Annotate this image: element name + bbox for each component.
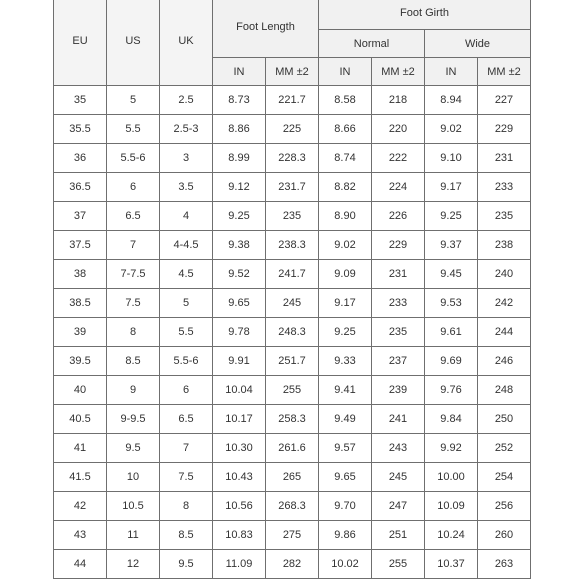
- cell-us: 8: [107, 318, 160, 347]
- cell-length-mm: 238.3: [266, 231, 319, 260]
- cell-wide-in: 10.09: [425, 492, 478, 521]
- cell-eu: 38.5: [54, 289, 107, 318]
- cell-eu: 41.5: [54, 463, 107, 492]
- size-chart: [53, 0, 531, 579]
- cell-length-mm: 225: [266, 115, 319, 144]
- cell-length-in: 8.73: [213, 86, 266, 115]
- cell-wide-in: 9.53: [425, 289, 478, 318]
- cell-normal-in: 9.49: [319, 405, 372, 434]
- cell-normal-in: 8.90: [319, 202, 372, 231]
- header-wide-in: IN: [425, 58, 478, 86]
- cell-us: 8.5: [107, 347, 160, 376]
- cell-us: 9-9.5: [107, 405, 160, 434]
- cell-uk: 6.5: [160, 405, 213, 434]
- cell-wide-mm: 244: [478, 318, 531, 347]
- cell-us: 5.5-6: [107, 144, 160, 173]
- cell-length-in: 9.52: [213, 260, 266, 289]
- table-row: [54, 521, 531, 550]
- table-body: [54, 86, 531, 579]
- cell-wide-in: 8.94: [425, 86, 478, 115]
- cell-length-in: 10.56: [213, 492, 266, 521]
- cell-wide-mm: 250: [478, 405, 531, 434]
- cell-normal-mm: 255: [372, 550, 425, 579]
- cell-length-in: 9.12: [213, 173, 266, 202]
- cell-us: 9.5: [107, 434, 160, 463]
- cell-normal-mm: 239: [372, 376, 425, 405]
- cell-wide-in: 9.76: [425, 376, 478, 405]
- cell-eu: 39.5: [54, 347, 107, 376]
- cell-uk: 2.5: [160, 86, 213, 115]
- cell-uk: 3: [160, 144, 213, 173]
- cell-eu: 38: [54, 260, 107, 289]
- cell-length-mm: 258.3: [266, 405, 319, 434]
- cell-us: 12: [107, 550, 160, 579]
- cell-us: 5: [107, 86, 160, 115]
- cell-eu: 44: [54, 550, 107, 579]
- table-row: [54, 115, 531, 144]
- table-row: [54, 260, 531, 289]
- cell-normal-in: 8.82: [319, 173, 372, 202]
- cell-wide-mm: 256: [478, 492, 531, 521]
- cell-uk: 3.5: [160, 173, 213, 202]
- cell-wide-mm: 227: [478, 86, 531, 115]
- cell-length-in: 10.17: [213, 405, 266, 434]
- cell-eu: 35: [54, 86, 107, 115]
- table-row: [54, 318, 531, 347]
- cell-wide-mm: 233: [478, 173, 531, 202]
- cell-us: 10.5: [107, 492, 160, 521]
- cell-uk: 4-4.5: [160, 231, 213, 260]
- cell-length-mm: 275: [266, 521, 319, 550]
- cell-normal-mm: 218: [372, 86, 425, 115]
- cell-uk: 6: [160, 376, 213, 405]
- cell-wide-mm: 242: [478, 289, 531, 318]
- cell-wide-in: 10.00: [425, 463, 478, 492]
- cell-eu: 40.5: [54, 405, 107, 434]
- cell-us: 7: [107, 231, 160, 260]
- header-length-mm: MM ±2: [266, 58, 319, 86]
- cell-normal-in: 9.57: [319, 434, 372, 463]
- cell-normal-in: 9.17: [319, 289, 372, 318]
- cell-length-in: 10.04: [213, 376, 266, 405]
- table-row: [54, 347, 531, 376]
- cell-normal-in: 9.02: [319, 231, 372, 260]
- table-row: [54, 492, 531, 521]
- header-foot-length: Foot Length: [213, 0, 319, 58]
- header-wide-mm: MM ±2: [478, 58, 531, 86]
- cell-eu: 37: [54, 202, 107, 231]
- cell-eu: 42: [54, 492, 107, 521]
- table-row: [54, 202, 531, 231]
- cell-normal-in: 8.66: [319, 115, 372, 144]
- cell-eu: 37.5: [54, 231, 107, 260]
- table-row: [54, 144, 531, 173]
- cell-length-in: 8.86: [213, 115, 266, 144]
- cell-normal-in: 9.70: [319, 492, 372, 521]
- header-foot-girth: Foot Girth: [319, 0, 531, 30]
- cell-wide-in: 9.45: [425, 260, 478, 289]
- cell-uk: 4: [160, 202, 213, 231]
- cell-length-mm: 228.3: [266, 144, 319, 173]
- cell-uk: 7: [160, 434, 213, 463]
- cell-wide-mm: 248: [478, 376, 531, 405]
- cell-wide-in: 10.37: [425, 550, 478, 579]
- table-row: [54, 173, 531, 202]
- cell-eu: 36: [54, 144, 107, 173]
- cell-normal-in: 9.09: [319, 260, 372, 289]
- table-row: [54, 463, 531, 492]
- cell-uk: 2.5-3: [160, 115, 213, 144]
- cell-wide-in: 9.25: [425, 202, 478, 231]
- cell-uk: 5.5: [160, 318, 213, 347]
- cell-normal-in: 9.86: [319, 521, 372, 550]
- cell-wide-in: 10.24: [425, 521, 478, 550]
- cell-normal-mm: 243: [372, 434, 425, 463]
- cell-length-in: 9.65: [213, 289, 266, 318]
- table-row: [54, 434, 531, 463]
- header-length-in: IN: [213, 58, 266, 86]
- cell-length-mm: 261.6: [266, 434, 319, 463]
- cell-wide-mm: 229: [478, 115, 531, 144]
- cell-normal-in: 9.41: [319, 376, 372, 405]
- cell-wide-mm: 260: [478, 521, 531, 550]
- cell-length-mm: 265: [266, 463, 319, 492]
- cell-length-mm: 248.3: [266, 318, 319, 347]
- cell-normal-mm: 241: [372, 405, 425, 434]
- cell-normal-in: 9.33: [319, 347, 372, 376]
- table-row: [54, 231, 531, 260]
- cell-length-in: 11.09: [213, 550, 266, 579]
- cell-normal-in: 8.58: [319, 86, 372, 115]
- cell-length-mm: 268.3: [266, 492, 319, 521]
- cell-length-mm: 231.7: [266, 173, 319, 202]
- cell-wide-mm: 263: [478, 550, 531, 579]
- header-uk: UK: [160, 0, 213, 86]
- cell-wide-in: 9.17: [425, 173, 478, 202]
- table-row: [54, 289, 531, 318]
- cell-uk: 5.5-6: [160, 347, 213, 376]
- cell-normal-mm: 224: [372, 173, 425, 202]
- cell-wide-in: 9.37: [425, 231, 478, 260]
- cell-normal-mm: 235: [372, 318, 425, 347]
- cell-wide-mm: 252: [478, 434, 531, 463]
- cell-us: 10: [107, 463, 160, 492]
- cell-length-mm: 255: [266, 376, 319, 405]
- header-normal-mm: MM ±2: [372, 58, 425, 86]
- cell-length-mm: 282: [266, 550, 319, 579]
- cell-normal-mm: 237: [372, 347, 425, 376]
- cell-normal-in: 10.02: [319, 550, 372, 579]
- cell-us: 6: [107, 173, 160, 202]
- cell-wide-in: 9.84: [425, 405, 478, 434]
- cell-wide-mm: 254: [478, 463, 531, 492]
- cell-eu: 35.5: [54, 115, 107, 144]
- cell-wide-mm: 240: [478, 260, 531, 289]
- cell-wide-in: 9.92: [425, 434, 478, 463]
- cell-normal-mm: 247: [372, 492, 425, 521]
- cell-us: 11: [107, 521, 160, 550]
- cell-eu: 43: [54, 521, 107, 550]
- cell-length-in: 9.38: [213, 231, 266, 260]
- cell-wide-mm: 235: [478, 202, 531, 231]
- cell-length-mm: 251.7: [266, 347, 319, 376]
- header-us: US: [107, 0, 160, 86]
- header-normal: Normal: [319, 30, 425, 58]
- cell-length-mm: 241.7: [266, 260, 319, 289]
- cell-us: 7-7.5: [107, 260, 160, 289]
- header-eu: EU: [54, 0, 107, 86]
- cell-length-in: 8.99: [213, 144, 266, 173]
- header-wide: Wide: [425, 30, 531, 58]
- header-normal-in: IN: [319, 58, 372, 86]
- cell-eu: 40: [54, 376, 107, 405]
- cell-normal-in: 9.65: [319, 463, 372, 492]
- cell-normal-mm: 222: [372, 144, 425, 173]
- cell-wide-mm: 246: [478, 347, 531, 376]
- cell-uk: 4.5: [160, 260, 213, 289]
- cell-normal-in: 8.74: [319, 144, 372, 173]
- cell-uk: 8: [160, 492, 213, 521]
- cell-uk: 7.5: [160, 463, 213, 492]
- cell-uk: 5: [160, 289, 213, 318]
- table-row: [54, 405, 531, 434]
- cell-wide-in: 9.02: [425, 115, 478, 144]
- cell-us: 5.5: [107, 115, 160, 144]
- cell-length-in: 9.91: [213, 347, 266, 376]
- cell-eu: 41: [54, 434, 107, 463]
- cell-length-in: 10.83: [213, 521, 266, 550]
- cell-length-in: 9.78: [213, 318, 266, 347]
- cell-us: 7.5: [107, 289, 160, 318]
- cell-normal-mm: 229: [372, 231, 425, 260]
- table-row: [54, 376, 531, 405]
- cell-normal-mm: 245: [372, 463, 425, 492]
- table-row: [54, 86, 531, 115]
- cell-length-in: 9.25: [213, 202, 266, 231]
- size-table: [53, 0, 531, 579]
- cell-wide-mm: 238: [478, 231, 531, 260]
- table-row: [54, 550, 531, 579]
- cell-wide-in: 9.10: [425, 144, 478, 173]
- cell-normal-mm: 251: [372, 521, 425, 550]
- cell-normal-mm: 220: [372, 115, 425, 144]
- cell-length-mm: 235: [266, 202, 319, 231]
- cell-wide-in: 9.69: [425, 347, 478, 376]
- cell-length-mm: 221.7: [266, 86, 319, 115]
- cell-eu: 36.5: [54, 173, 107, 202]
- cell-length-mm: 245: [266, 289, 319, 318]
- cell-wide-mm: 231: [478, 144, 531, 173]
- cell-wide-in: 9.61: [425, 318, 478, 347]
- table-header: [54, 0, 531, 86]
- cell-normal-mm: 226: [372, 202, 425, 231]
- cell-length-in: 10.30: [213, 434, 266, 463]
- cell-normal-in: 9.25: [319, 318, 372, 347]
- cell-eu: 39: [54, 318, 107, 347]
- cell-normal-mm: 233: [372, 289, 425, 318]
- cell-us: 6.5: [107, 202, 160, 231]
- cell-us: 9: [107, 376, 160, 405]
- cell-uk: 8.5: [160, 521, 213, 550]
- cell-normal-mm: 231: [372, 260, 425, 289]
- cell-length-in: 10.43: [213, 463, 266, 492]
- cell-uk: 9.5: [160, 550, 213, 579]
